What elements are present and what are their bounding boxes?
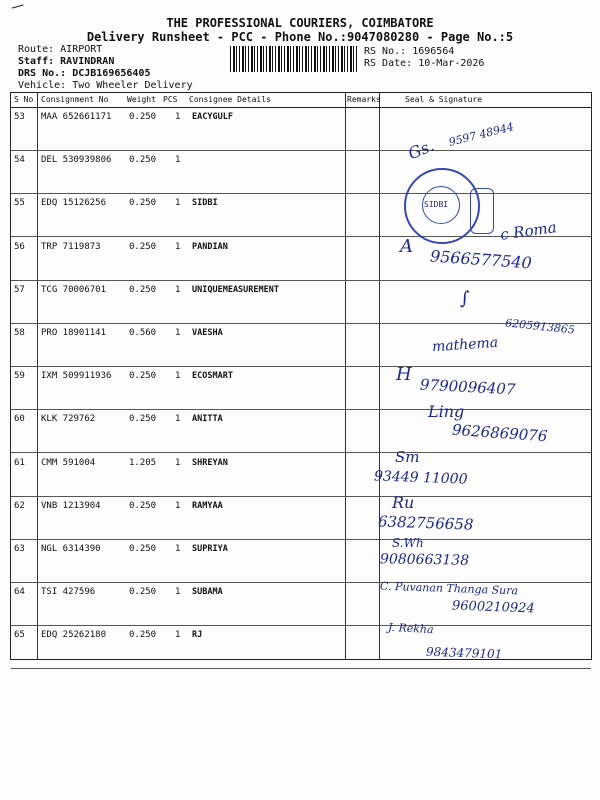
- pieces-count: 1: [175, 414, 181, 425]
- drs-value: DCJB169656405: [72, 68, 151, 79]
- consignment-number: NGL 6314390: [41, 544, 101, 554]
- consignment-number: EDQ 25262180: [41, 630, 107, 641]
- serial-number: 65: [14, 630, 25, 641]
- consignee-name: ANITTA: [192, 414, 223, 425]
- signature-63: S.Wh: [392, 536, 424, 550]
- weight-value: 0.250: [129, 414, 157, 425]
- pieces-count: 1: [175, 328, 181, 338]
- consignee-name: RJ: [192, 630, 203, 641]
- table-row: [11, 453, 591, 497]
- col-consignment: Consignment No: [41, 95, 109, 104]
- weight-value: 0.560: [129, 328, 157, 338]
- phone-64: 9600210924: [451, 598, 535, 617]
- consignment-number: KLK 729762: [41, 414, 96, 425]
- phone-56: 9566577540: [429, 246, 533, 273]
- weight-value: 0.250: [129, 112, 157, 122]
- weight-value: 0.250: [129, 198, 157, 209]
- sidbi-stamp: [404, 168, 480, 244]
- consignment-number: VNB 1213904: [41, 500, 101, 511]
- serial-number: 64: [14, 587, 25, 598]
- runsheet-table: [10, 92, 592, 660]
- serial-number: 62: [14, 500, 25, 511]
- weight-value: 0.250: [129, 544, 157, 554]
- consignment-number: DEL 530939806: [41, 155, 112, 166]
- weight-value: 0.250: [129, 155, 157, 166]
- signature-56: A: [400, 236, 413, 257]
- weight-value: 0.250: [129, 587, 157, 598]
- phone-63: 9080663138: [379, 551, 470, 569]
- pieces-count: 1: [175, 112, 181, 122]
- table-row: [11, 496, 591, 540]
- rs-date-line: [364, 58, 484, 69]
- staff-value: RAVINDRAN: [60, 56, 115, 67]
- pieces-count: 1: [175, 630, 181, 641]
- table-row: [11, 625, 591, 669]
- col-weight: Weight: [127, 95, 156, 104]
- signature-62: Ru: [392, 493, 415, 512]
- consignment-number: PRO 18901141: [41, 328, 107, 338]
- rs-no-line: [364, 46, 454, 57]
- table-row: [11, 323, 591, 367]
- consignee-name: PANDIAN: [192, 241, 228, 252]
- col-pcs: PCS: [163, 95, 178, 104]
- serial-number: 61: [14, 457, 25, 468]
- runsheet-subtitle: Delivery Runsheet - PCC - Phone No.:9047080280 - Page No.:5: [86, 30, 514, 44]
- name-65: J. Rekha: [387, 620, 434, 637]
- drs-line: [18, 68, 150, 79]
- pieces-count: 1: [175, 587, 181, 598]
- route-line: [18, 44, 102, 55]
- pieces-count: 1: [175, 457, 181, 468]
- weight-value: 0.250: [129, 630, 157, 641]
- vehicle-line: [18, 80, 193, 91]
- col-sno: S No: [14, 95, 34, 104]
- serial-number: 56: [14, 241, 25, 252]
- phone-62: 6382756658: [377, 512, 474, 534]
- pieces-count: 1: [175, 241, 181, 252]
- phone-59: 9790096407: [419, 375, 516, 399]
- stamp-text: SIDBI: [424, 200, 449, 209]
- consignee-name: EACYGULF: [192, 112, 233, 122]
- serial-number: 53: [14, 112, 25, 122]
- route-label: Route:: [18, 44, 55, 55]
- weight-value: 1.205: [129, 457, 157, 468]
- phone-58: 6205913865: [504, 316, 576, 337]
- stamp-rect: [470, 188, 494, 234]
- name-58: mathema: [431, 334, 499, 356]
- consignee-name: RAMYAA: [192, 500, 223, 511]
- signature-53: Gs.: [405, 135, 437, 164]
- serial-number: 59: [14, 371, 25, 382]
- serial-number: 60: [14, 414, 25, 425]
- pieces-count: 1: [175, 198, 181, 209]
- phone-60: 9626869076: [451, 420, 548, 446]
- pieces-count: 1: [175, 155, 181, 166]
- name-64: C. Puvanan Thanga Sura: [379, 579, 519, 598]
- consignee-name: UNIQUEMEASUREMENT: [192, 284, 279, 295]
- consignment-number: EDQ 15126256: [41, 198, 107, 209]
- weight-value: 0.250: [129, 284, 157, 295]
- consignment-number: TRP 7119873: [41, 241, 101, 252]
- company-title: THE PROFESSIONAL COURIERS, COIMBATORE: [166, 16, 434, 30]
- col-seal: Seal & Signature: [405, 95, 483, 104]
- rs-no-value: 1696564: [412, 46, 455, 57]
- phone-61: 93449 11000: [373, 468, 468, 488]
- pieces-count: 1: [175, 284, 181, 295]
- consignee-name: SUBAMA: [192, 587, 223, 598]
- serial-number: 57: [14, 284, 25, 295]
- serial-number: 54: [14, 155, 25, 166]
- signature-55: c Roma: [499, 218, 558, 244]
- signature-59: H: [396, 364, 412, 385]
- consignee-name: SUPRIYA: [192, 544, 228, 554]
- pieces-count: 1: [175, 544, 181, 554]
- corner-mark: [12, 5, 25, 12]
- serial-number: 58: [14, 328, 25, 338]
- consignment-number: CMM 591004: [41, 457, 96, 468]
- consignment-number: MAA 652661171: [41, 112, 112, 122]
- table-row: [11, 280, 591, 324]
- barcode: [230, 46, 358, 72]
- rs-date-label: RS Date:: [364, 58, 413, 69]
- signature-60: Ling: [428, 402, 465, 421]
- vehicle-label: Vehicle:: [18, 80, 67, 91]
- table-row: [11, 539, 591, 583]
- consignment-number: TSI 427596: [41, 587, 96, 598]
- drs-label: DRS No.:: [18, 68, 67, 79]
- vehicle-value: Two Wheeler Delivery: [72, 80, 193, 91]
- table-header: [11, 93, 591, 108]
- phone-53: 9597 48944: [447, 120, 516, 149]
- weight-value: 0.250: [129, 500, 157, 511]
- consignment-number: TCG 70006701: [41, 284, 107, 295]
- consignee-name: VAESHA: [192, 328, 223, 338]
- staff-label: Staff:: [18, 56, 55, 67]
- consignee-name: ECOSMART: [192, 371, 233, 382]
- consignment-number: IXM 509911936: [41, 371, 112, 382]
- pieces-count: 1: [175, 371, 181, 382]
- table-row: [11, 150, 591, 194]
- col-remarks: Remarks: [347, 95, 381, 104]
- pieces-count: 1: [175, 500, 181, 511]
- weight-value: 0.250: [129, 241, 157, 252]
- staff-line: [18, 56, 114, 67]
- consignee-name: SIDBI: [192, 198, 218, 209]
- consignee-name: SHREYAN: [192, 457, 228, 468]
- serial-number: 63: [14, 544, 25, 554]
- rs-date-value: 10-Mar-2026: [418, 58, 485, 69]
- rs-no-label: RS No.:: [364, 46, 407, 57]
- weight-value: 0.250: [129, 371, 157, 382]
- serial-number: 55: [14, 198, 25, 209]
- signature-61: Sm: [395, 448, 420, 466]
- phone-65: 9843479101: [425, 644, 503, 662]
- col-consignee: Consignee Details: [189, 95, 271, 104]
- route-value: AIRPORT: [60, 44, 103, 55]
- signature-57: ∫: [460, 288, 470, 309]
